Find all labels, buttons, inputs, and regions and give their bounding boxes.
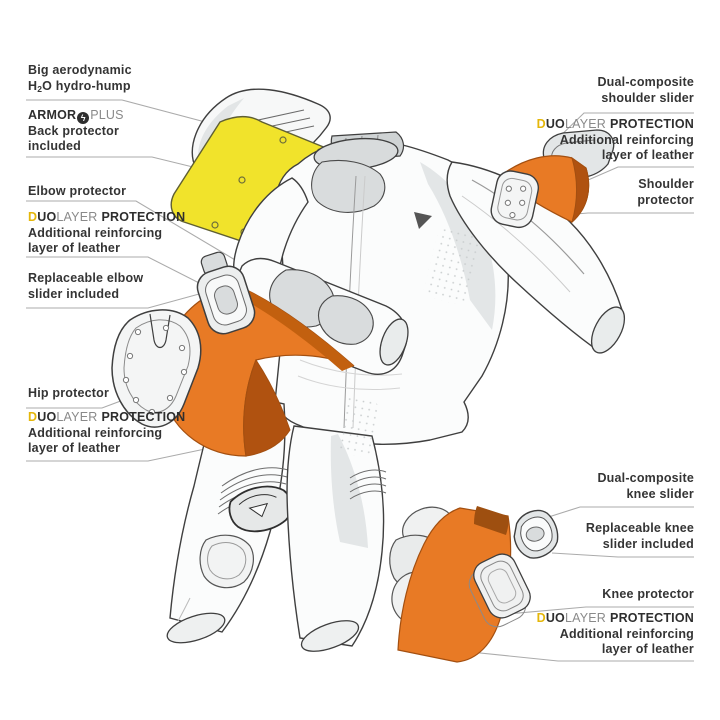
duolayer-layer: LAYER [564, 117, 607, 131]
label-line: Back protector [28, 123, 120, 138]
label-hip-protector [28, 386, 109, 402]
plus-word: PLUS [90, 108, 124, 122]
label-elbow-protector [28, 184, 126, 200]
label-shoulder-protector [637, 177, 694, 208]
label-line: Shoulder [638, 177, 694, 191]
label-hydro-hump [28, 63, 132, 97]
label-replaceable-elbow-slider [28, 271, 143, 302]
h2o-sub: 2 [37, 83, 43, 94]
label-duolayer-knee [537, 611, 694, 658]
label-line: Additional reinforcing [559, 132, 694, 147]
label-shoulder-slider [597, 75, 694, 106]
armor-plus-icon: ϟ [77, 112, 89, 124]
h2o-pre: H [28, 78, 38, 93]
label-line: Hip protector [28, 386, 110, 400]
duolayer-d: D [536, 117, 546, 131]
duolayer-protection: PROTECTION [101, 410, 186, 424]
duolayer-uo: UO [545, 117, 565, 131]
label-back-protector [28, 108, 124, 155]
leader-line [536, 507, 694, 521]
label-line: Elbow protector [28, 184, 127, 198]
armor-word: ARMOR [28, 108, 77, 122]
label-line: Big aerodynamic [28, 63, 132, 77]
label-line: Additional reinforcing [28, 225, 163, 240]
duolayer-layer: LAYER [56, 410, 98, 424]
duolayer-logo [537, 117, 694, 133]
knee-gear [388, 500, 562, 662]
label-line: Additional reinforcing [559, 626, 694, 641]
duolayer-logo [28, 410, 185, 426]
label-line: layer of leather [28, 241, 121, 255]
label-duolayer-hip [28, 410, 185, 457]
label-line: layer of leather [28, 441, 121, 455]
duolayer-protection: PROTECTION [610, 611, 694, 625]
label-replaceable-knee-slider [586, 521, 694, 552]
duolayer-uo: UO [37, 410, 57, 424]
duolayer-logo [28, 210, 185, 226]
label-line: Knee protector [602, 587, 694, 601]
leader-line [552, 553, 694, 557]
label-line: layer of leather [601, 642, 694, 656]
duolayer-uo: UO [37, 210, 57, 224]
duolayer-protection: PROTECTION [101, 210, 186, 224]
duolayer-protection: PROTECTION [610, 117, 694, 131]
duolayer-layer: LAYER [56, 210, 98, 224]
duolayer-uo: UO [545, 611, 565, 625]
label-line: knee slider [626, 486, 694, 501]
label-line: slider included [602, 536, 694, 551]
label-line: Dual-composite [597, 471, 694, 485]
label-knee-slider [597, 471, 694, 502]
armor-plus-logo [28, 108, 124, 124]
h2o-post: O hydro-hump [42, 78, 131, 93]
label-line: Dual-composite [597, 75, 694, 89]
label-line: slider included [28, 286, 120, 301]
label-line: Additional reinforcing [28, 425, 163, 440]
label-line: layer of leather [601, 148, 694, 162]
label-line [28, 79, 132, 98]
duolayer-layer: LAYER [564, 611, 607, 625]
label-line: protector [637, 192, 694, 207]
label-duolayer-shoulder [537, 117, 694, 164]
label-duolayer-elbow [28, 210, 185, 257]
duolayer-logo [537, 611, 694, 627]
label-line: Replaceable elbow [28, 271, 144, 285]
label-line: Replaceable knee [585, 521, 694, 535]
label-line: shoulder slider [601, 90, 694, 105]
suit-right-leg [287, 396, 386, 658]
duolayer-d: D [536, 611, 546, 625]
duolayer-d: D [28, 210, 38, 224]
duolayer-d: D [28, 410, 38, 424]
label-knee-protector [602, 587, 694, 603]
label-line: included [28, 139, 81, 153]
